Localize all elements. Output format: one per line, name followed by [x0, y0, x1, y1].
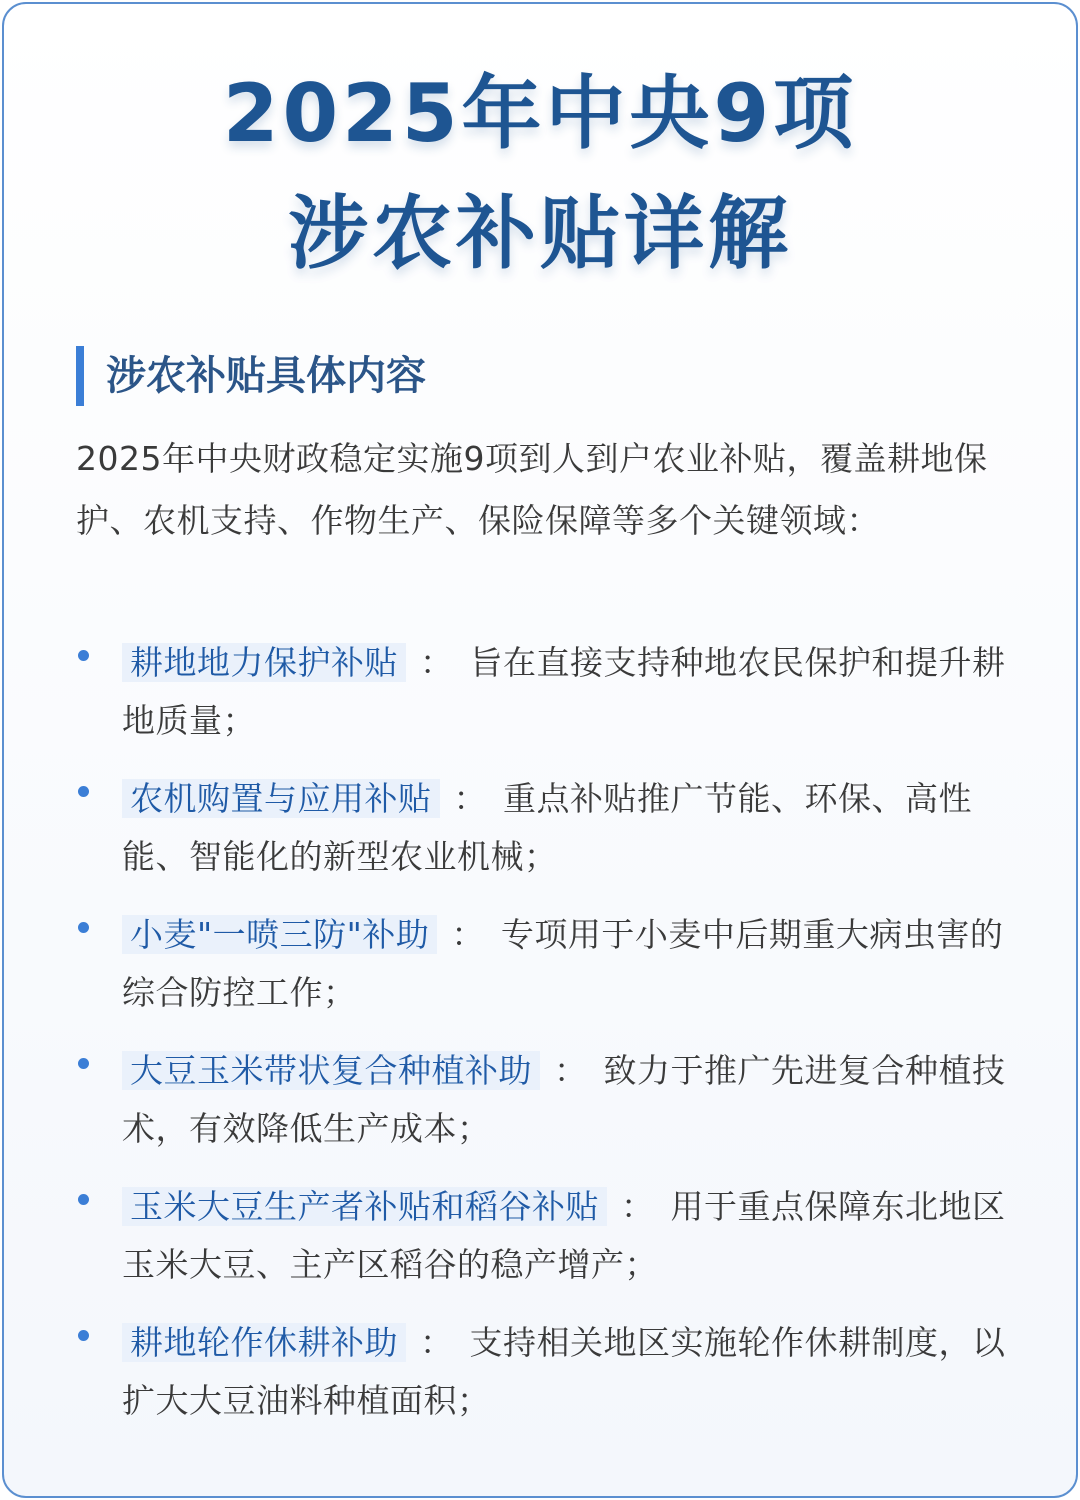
colon-separator: ：	[420, 643, 454, 682]
subsidy-description: 支持相关地区实施轮作休耕制度，以扩大大豆油料种植面积；	[122, 1323, 1006, 1420]
intro-paragraph: 2025年中央财政稳定实施9项到人到户农业补贴，覆盖耕地保护、农机支持、作物生产、保险保障等多个关键领域：	[76, 439, 988, 540]
subsidy-description: 重点补贴推广节能、环保、高性能、智能化的新型农业机械；	[122, 779, 972, 876]
section-heading: 涉农补贴具体内容	[106, 353, 426, 399]
bullet-dot-icon	[78, 1194, 89, 1205]
subsidy-description: 旨在直接支持种地农民保护和提升耕地质量；	[122, 643, 1006, 740]
subsidy-name: 耕地地力保护补贴	[122, 643, 406, 682]
subsidy-description: 专项用于小麦中后期重大病虫害的综合防控工作；	[122, 915, 1004, 1012]
colon-separator: ：	[554, 1051, 588, 1090]
bullet-dot-icon	[78, 786, 89, 797]
list-item	[74, 634, 1024, 770]
title-line-1: 2025年中央9项	[222, 67, 858, 160]
subsidy-description: 用于重点保障东北地区玉米大豆、主产区稻谷的稳产增产；	[122, 1187, 1006, 1284]
list-item	[74, 906, 1024, 1042]
subsidy-name: 农机购置与应用补贴	[122, 779, 440, 818]
subsidy-description: 致力于推广先进复合种植技术，有效降低生产成本；	[122, 1051, 1006, 1148]
subsidy-name: 玉米大豆生产者补贴和稻谷补贴	[122, 1187, 607, 1226]
colon-separator: ：	[420, 1323, 454, 1362]
list-item	[74, 1314, 1024, 1450]
section-accent-bar	[76, 346, 84, 406]
list-item	[74, 1042, 1024, 1178]
bullet-dot-icon	[78, 1330, 89, 1341]
bullet-dot-icon	[78, 1058, 89, 1069]
subsidy-name: 大豆玉米带状复合种植补助	[122, 1051, 540, 1090]
title-line-2: 涉农补贴详解	[288, 187, 792, 280]
subsidy-name: 耕地轮作休耕补助	[122, 1323, 406, 1362]
list-item	[74, 770, 1024, 906]
bullet-dot-icon	[78, 650, 89, 661]
poster-card	[2, 2, 1078, 1498]
colon-separator: ：	[453, 779, 487, 818]
bullet-dot-icon	[78, 922, 89, 933]
subsidy-name: 小麦"一喷三防"补助	[122, 915, 437, 954]
list-item	[74, 1178, 1024, 1314]
colon-separator: ：	[451, 915, 485, 954]
subsidy-list	[74, 634, 1024, 1450]
colon-separator: ：	[621, 1187, 655, 1226]
